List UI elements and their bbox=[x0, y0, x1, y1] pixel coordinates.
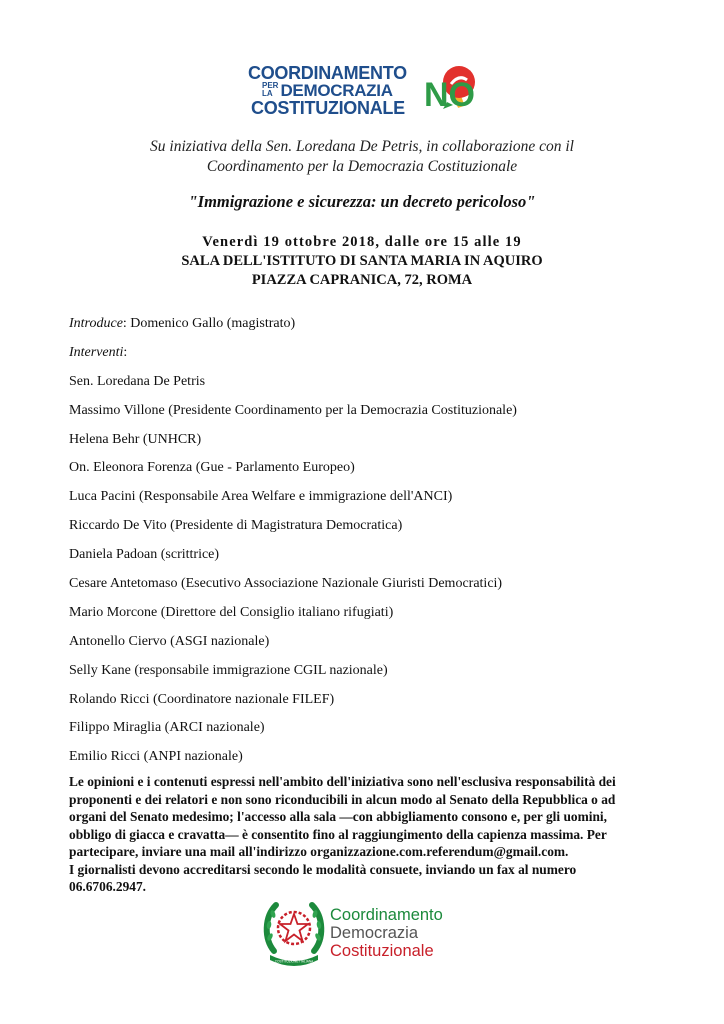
event-title: "Immigrazione e sicurezza: un decreto pericoloso" bbox=[188, 192, 536, 211]
speaker-item: Helena Behr (UNHCR) bbox=[69, 431, 202, 447]
program bbox=[69, 315, 517, 777]
intro-text bbox=[0, 137, 724, 177]
logo-line-1: COORDINAMENTO bbox=[248, 63, 407, 83]
event-address: PIAZZA CAPRANICA, 72, ROMA bbox=[251, 272, 473, 288]
disclaimer-paragraph-1: Le opinioni e i contenuti espressi nell'ambito dell'iniziativa sono nell'esclusiva responsabilità dei proponenti e dei relatori e non sono riconducibili in alcun modo al Senato della Repubblica o ad organi del Senato medesimo; l'accesso alla sala —con abbigliamento consono e, per gli uomini, obbligo di giacca e cravatta— è consentito fino al raggiungimento della capienza massima. Per partecipare, inviare una mail all'indirizzo organizzazione.com.referendum@gmail.com. bbox=[69, 774, 616, 859]
introduce-row bbox=[69, 315, 517, 344]
speaker-item: Rolando Ricci (Coordinatore nazionale FILEF) bbox=[69, 691, 335, 707]
speaker-item: Emilio Ricci (ANPI nazionale) bbox=[69, 749, 243, 765]
speaker-item: Filippo Miraglia (ARCI nazionale) bbox=[69, 720, 265, 736]
footer-logo-text bbox=[330, 906, 443, 960]
introduce-value: : Domenico Gallo (magistrato) bbox=[122, 316, 296, 331]
footer-logo bbox=[262, 893, 472, 973]
speaker-item: On. Eleonora Forenza (Gue - Parlamento Europeo) bbox=[69, 460, 355, 476]
logo-line-2: PER LA DEMOCRAZIA bbox=[262, 81, 393, 100]
speaker-item: Luca Pacini (Responsabile Area Welfare e immigrazione dell'ANCI) bbox=[69, 489, 453, 505]
disclaimer bbox=[69, 773, 639, 896]
header-logo bbox=[248, 62, 488, 120]
footer-logo-line-3: Costituzionale bbox=[330, 942, 434, 960]
no-mark-letters: NO bbox=[424, 76, 475, 114]
no-pencil-icon bbox=[422, 62, 478, 118]
footer-logo-line-2: Democrazia bbox=[330, 924, 419, 942]
logo-line-3: COSTITUZIONALE bbox=[251, 98, 405, 118]
logo-small-words: PER LA bbox=[262, 81, 279, 98]
introduce-label: Introduce bbox=[69, 316, 123, 331]
speaker-item: Antonello Ciervo (ASGI nazionale) bbox=[69, 633, 270, 649]
emblem-ribbon-text: COSTITUZIONE ITALIANA bbox=[274, 959, 314, 964]
event-details bbox=[0, 233, 724, 290]
disclaimer-paragraph-2: I giornalisti devono accreditarsi secondo le modalità consuete, inviando un fax al numero 06.6706.2947. bbox=[69, 861, 577, 894]
speaker-item: Daniela Padoan (scrittrice) bbox=[69, 547, 220, 563]
republic-emblem-icon bbox=[262, 893, 326, 967]
intro-line-1: Su iniziativa della Sen. Loredana De Petris, in collaborazione con il bbox=[150, 138, 574, 155]
speaker-item: Mario Morcone (Direttore del Consiglio italiano rifugiati) bbox=[69, 604, 394, 620]
interventi-label: Interventi bbox=[69, 344, 124, 360]
speaker-item: Sen. Loredana De Petris bbox=[69, 373, 206, 389]
interventi-row: Interventi: bbox=[69, 344, 128, 360]
footer-logo-line-1: Coordinamento bbox=[330, 906, 443, 924]
speaker-item: Selly Kane (responsabile immigrazione CGIL nazionale) bbox=[69, 662, 388, 678]
speaker-item: Cesare Antetomaso (Esecutivo Associazione Nazionale Giuristi Democratici) bbox=[69, 576, 503, 592]
speaker-item: Massimo Villone (Presidente Coordinamento per la Democrazia Costituzionale) bbox=[69, 402, 517, 418]
speaker-item: Riccardo De Vito (Presidente di Magistratura Democratica) bbox=[69, 518, 403, 534]
intro-line-2: Coordinamento per la Democrazia Costituzionale bbox=[206, 158, 518, 175]
event-date-time: Venerdì 19 ottobre 2018, dalle ore 15 alle 19 bbox=[202, 234, 522, 250]
event-venue: SALA DELL'ISTITUTO DI SANTA MARIA IN AQUIRO bbox=[181, 253, 543, 269]
